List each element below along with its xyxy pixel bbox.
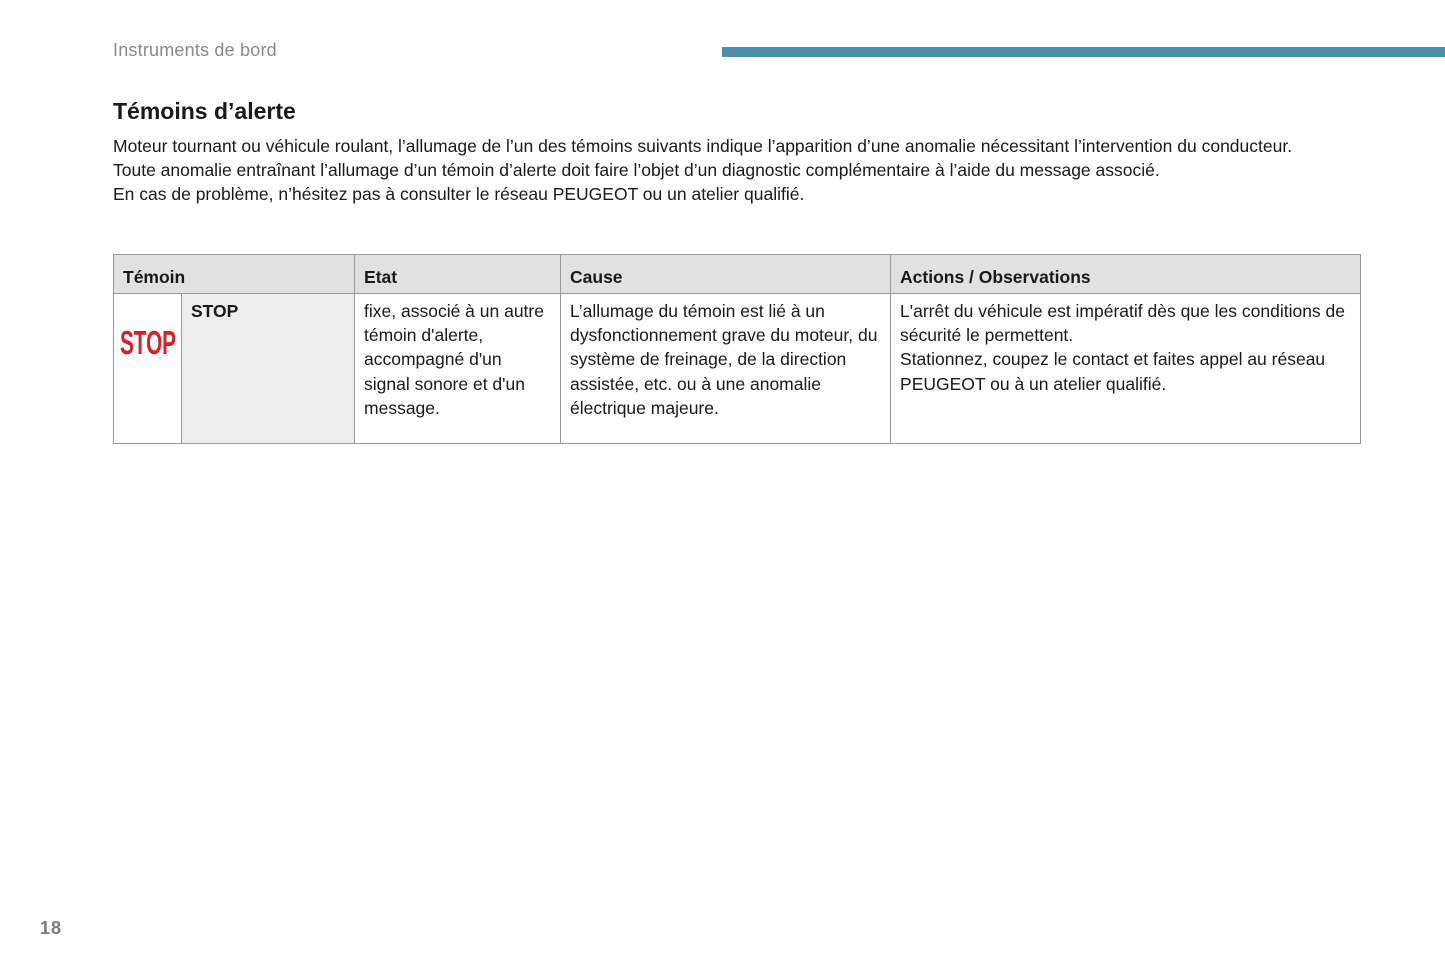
page-number: 18 xyxy=(40,918,63,938)
table-header-row xyxy=(114,255,1361,294)
column-header-actions: Actions / Observations xyxy=(891,255,1361,294)
warning-name-cell: STOP xyxy=(182,294,355,444)
intro-paragraph: Toute anomalie entraînant l’allumage d’un témoin d’alerte doit faire l’objet d’un diagnostic complémentaire à l’aide du message associé. xyxy=(113,160,1160,181)
intro-text xyxy=(113,134,1313,207)
column-header-cause: Cause xyxy=(561,255,891,294)
actions-text: Stationnez, coupez le contact et faites appel au réseau PEUGEOT ou à un atelier qualifié. xyxy=(900,349,1326,394)
icon-cell xyxy=(114,294,182,444)
stop-icon-text: STOP xyxy=(119,323,176,361)
section-label: Instruments de bord xyxy=(113,40,277,60)
stop-icon xyxy=(118,323,178,359)
actions-cell xyxy=(891,294,1361,444)
actions-text: L'arrêt du véhicule est impératif dès que les conditions de sécurité le permettent. xyxy=(900,301,1346,346)
header-accent-bar xyxy=(722,47,1445,57)
page-title: Témoins d’alerte xyxy=(113,98,296,124)
etat-cell: fixe, associé à un autre témoin d'alerte, accompagné d'un signal sonore et d'un message. xyxy=(355,294,561,444)
column-header-temoin: Témoin xyxy=(114,255,355,294)
warning-lights-table xyxy=(113,254,1361,444)
column-header-etat: Etat xyxy=(355,255,561,294)
intro-paragraph: Moteur tournant ou véhicule roulant, l’allumage de l’un des témoins suivants indique l’apparition d’une anomalie nécessitant l’intervention du conducteur. xyxy=(113,136,1293,156)
table-row xyxy=(114,294,1361,444)
intro-paragraph: En cas de problème, n’hésitez pas à consulter le réseau PEUGEOT ou un atelier qualifié. xyxy=(113,184,805,205)
cause-cell: L’allumage du témoin est lié à un dysfonctionnement grave du moteur, du système de freinage, de la direction assistée, etc. ou à une anomalie électrique majeure. xyxy=(561,294,891,444)
